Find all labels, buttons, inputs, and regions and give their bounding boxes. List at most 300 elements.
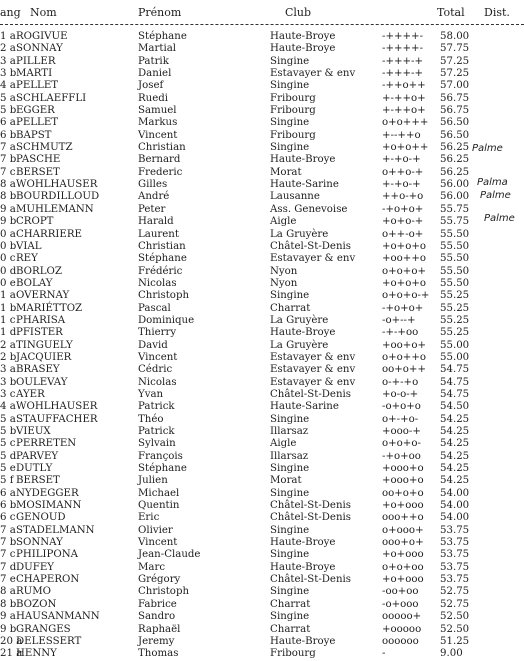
cell-prenom: Jeremy bbox=[138, 635, 175, 647]
table-header bbox=[0, 6, 524, 20]
cell-prenom: Pascal bbox=[138, 302, 171, 314]
cell-rank: 3 c bbox=[0, 388, 16, 400]
cell-prenom: Dominique bbox=[138, 314, 195, 326]
cell-rank: 2 a bbox=[0, 339, 16, 351]
cell-code: ooooo+ bbox=[382, 611, 422, 623]
cell-total: 9.00 bbox=[440, 648, 463, 660]
table-row bbox=[0, 191, 524, 203]
cell-nom: OULEVAY bbox=[16, 376, 68, 388]
cell-nom: BORLOZ bbox=[16, 265, 62, 277]
cell-total: 55.50 bbox=[440, 253, 470, 265]
cell-rank: 0 b bbox=[0, 240, 17, 252]
cell-total: 55.50 bbox=[440, 277, 470, 289]
cell-rank: 8 b bbox=[0, 598, 17, 610]
cell-code: ++o-+o bbox=[382, 191, 424, 203]
cell-code: oooooo bbox=[382, 635, 419, 647]
cell-prenom: Christoph bbox=[138, 290, 190, 302]
cell-club: Fribourg bbox=[270, 648, 316, 660]
cell-club: Estavayer & env bbox=[270, 364, 356, 376]
header-divider bbox=[0, 24, 524, 25]
cell-code: +o+o+o bbox=[382, 240, 427, 252]
cell-club: Haute-Broye bbox=[270, 31, 336, 42]
cell-total: 53.75 bbox=[440, 549, 470, 561]
table-row bbox=[0, 290, 524, 302]
cell-club: Illarsaz bbox=[270, 426, 309, 437]
cell-nom: OVERNAY bbox=[16, 290, 70, 302]
cell-code: - bbox=[382, 648, 386, 660]
cell-prenom: Ruedi bbox=[138, 92, 169, 104]
cell-nom: JACQUIER bbox=[16, 351, 72, 363]
cell-nom: HAUSANMANN bbox=[16, 611, 100, 623]
cell-code: o+-+o- bbox=[382, 413, 419, 425]
cell-code: -+++-+ bbox=[382, 55, 424, 67]
table-row bbox=[0, 611, 524, 623]
cell-rank: 3 b bbox=[0, 68, 17, 80]
cell-prenom: Markus bbox=[138, 117, 178, 129]
cell-code: -+++-+ bbox=[382, 68, 424, 80]
cell-rank: 6 a bbox=[0, 117, 16, 129]
cell-total: 53.75 bbox=[440, 574, 470, 586]
table-row bbox=[0, 512, 524, 524]
cell-rank: 0 e bbox=[0, 277, 16, 289]
cell-total: 56.50 bbox=[440, 117, 470, 129]
cell-nom: BERSET bbox=[16, 475, 60, 487]
cell-prenom: Fabrice bbox=[138, 598, 177, 610]
cell-code: +-++o+ bbox=[382, 105, 426, 117]
cell-total: 53.75 bbox=[440, 524, 470, 536]
cell-total: 56.00 bbox=[440, 179, 470, 191]
cell-total: 56.75 bbox=[440, 105, 470, 117]
cell-club: Singine bbox=[270, 487, 310, 499]
table-row bbox=[0, 389, 524, 401]
cell-code: +o+ooo bbox=[382, 549, 424, 561]
cell-total: 55.25 bbox=[440, 314, 470, 326]
cell-nom: PASCHE bbox=[16, 154, 61, 166]
cell-club: La Gruyère bbox=[270, 228, 329, 240]
cell-total: 52.50 bbox=[440, 623, 470, 635]
cell-nom: PARVEY bbox=[16, 450, 59, 462]
cell-nom: TINGUELY bbox=[16, 339, 73, 351]
cell-club: Singine bbox=[270, 290, 310, 302]
cell-total: 56.25 bbox=[440, 142, 470, 154]
cell-total: 54.25 bbox=[440, 475, 470, 487]
cell-prenom: Nicolas bbox=[138, 277, 177, 289]
cell-rank: 3 b bbox=[0, 376, 17, 388]
cell-rank: 4 a bbox=[0, 80, 16, 92]
cell-code: o+o+o+ bbox=[382, 265, 427, 277]
cell-prenom: Stéphane bbox=[138, 31, 187, 42]
cell-nom: BOURDILLOUD bbox=[16, 191, 100, 203]
cell-nom: CROPT bbox=[16, 216, 54, 228]
cell-nom: PELLET bbox=[16, 80, 59, 92]
cell-prenom: Cédric bbox=[138, 364, 173, 376]
cell-code: +ooo+o bbox=[382, 463, 424, 475]
cell-prenom: Frederic bbox=[138, 166, 183, 178]
cell-nom: PFISTER bbox=[16, 327, 63, 339]
table-row bbox=[0, 327, 524, 339]
cell-prenom: David bbox=[138, 339, 168, 351]
cell-total: 55.50 bbox=[440, 265, 470, 277]
cell-nom: SONNAY bbox=[16, 43, 63, 55]
cell-prenom: François bbox=[138, 450, 183, 462]
cell-total: 55.25 bbox=[440, 327, 470, 339]
cell-club: Singine bbox=[270, 611, 310, 623]
cell-rank: 7 c bbox=[0, 549, 16, 561]
cell-nom: WOHLHAUSER bbox=[16, 179, 98, 191]
cell-total: 56.00 bbox=[440, 191, 470, 203]
cell-club: Estavayer & env bbox=[270, 253, 356, 265]
cell-club: Estavayer & env bbox=[270, 351, 356, 363]
cell-rank: 5 a bbox=[0, 413, 16, 425]
cell-prenom: Olivier bbox=[138, 524, 173, 536]
table-row bbox=[0, 414, 524, 426]
cell-nom: MARTI bbox=[16, 68, 53, 80]
cell-club: Aigle bbox=[270, 216, 297, 228]
cell-code: oo+o++ bbox=[382, 364, 427, 376]
table-row bbox=[0, 43, 524, 55]
cell-prenom: Raphaël bbox=[138, 623, 181, 635]
cell-code: +-+o-+ bbox=[382, 179, 421, 191]
table-row bbox=[0, 179, 524, 191]
cell-nom: HENNY bbox=[16, 648, 57, 660]
cell-nom: GRANGES bbox=[16, 623, 71, 635]
cell-code: ooo+o+ bbox=[382, 537, 424, 549]
cell-nom: NYDEGGER bbox=[16, 487, 79, 499]
cell-club: Fribourg bbox=[270, 105, 316, 117]
cell-rank: 1 c bbox=[0, 314, 16, 326]
cell-code: -o+ooo bbox=[382, 598, 419, 610]
cell-total: 55.25 bbox=[440, 302, 470, 314]
cell-nom: MOSIMANN bbox=[16, 500, 82, 512]
cell-rank: 7 c bbox=[0, 166, 16, 178]
cell-total: 51.25 bbox=[440, 635, 470, 647]
table-row bbox=[0, 488, 524, 500]
cell-rank: 3 a bbox=[0, 55, 16, 67]
cell-rank: 5 c bbox=[0, 438, 16, 450]
cell-club: Morat bbox=[270, 475, 302, 487]
table-row bbox=[0, 229, 524, 241]
cell-code: -+o+o+ bbox=[382, 203, 424, 215]
table-row bbox=[0, 475, 524, 487]
cell-rank: 1 d bbox=[0, 327, 17, 339]
cell-nom: DELESSERT bbox=[16, 635, 82, 647]
cell-rank: 1 a bbox=[0, 290, 16, 302]
cell-nom: BERSET bbox=[16, 166, 60, 178]
table-row bbox=[0, 364, 524, 376]
cell-prenom: Théo bbox=[138, 413, 164, 425]
cell-nom: CHARRIERE bbox=[16, 228, 82, 240]
cell-club: Singine bbox=[270, 55, 310, 67]
cell-rank: 8 a bbox=[0, 586, 16, 598]
cell-club: Fribourg bbox=[270, 129, 316, 141]
cell-nom: VIEUX bbox=[16, 426, 51, 437]
table-row bbox=[0, 241, 524, 253]
cell-total: 54.00 bbox=[440, 512, 470, 524]
table-row bbox=[0, 426, 524, 438]
header-dist: Dist. bbox=[484, 6, 510, 19]
cell-code: -oo+oo bbox=[382, 586, 419, 598]
cell-nom: BRASEY bbox=[16, 364, 60, 376]
cell-code: +o-o-+ bbox=[382, 388, 419, 400]
cell-club: Singine bbox=[270, 586, 310, 598]
cell-rank: 1 a bbox=[0, 31, 16, 42]
cell-rank: 3 a bbox=[0, 364, 16, 376]
cell-nom: DUFEY bbox=[16, 561, 54, 573]
cell-rank: 7 e bbox=[0, 574, 16, 586]
cell-rank: 2 a bbox=[0, 43, 16, 55]
cell-code: oo+o+o bbox=[382, 487, 424, 499]
cell-prenom: Vincent bbox=[138, 351, 178, 363]
cell-club: Châtel-St-Denis bbox=[270, 240, 352, 252]
table-row bbox=[0, 463, 524, 475]
cell-total: 54.25 bbox=[440, 426, 470, 437]
cell-nom: PHARISA bbox=[16, 314, 66, 326]
cell-code: o+ooo+ bbox=[382, 524, 424, 536]
cell-prenom: Bernard bbox=[138, 154, 181, 166]
cell-club: Charrat bbox=[270, 623, 311, 635]
cell-nom: SCHLAEFFLI bbox=[16, 92, 87, 104]
cell-nom: PHILIPONA bbox=[16, 549, 79, 561]
cell-club: La Gruyère bbox=[270, 339, 329, 351]
table-row bbox=[0, 253, 524, 265]
cell-prenom: Harald bbox=[138, 216, 174, 228]
cell-total: 57.25 bbox=[440, 55, 470, 67]
cell-total: 54.25 bbox=[440, 413, 470, 425]
cell-club: Haute-Sarine bbox=[270, 179, 339, 191]
cell-club: Haute-Broye bbox=[270, 43, 336, 55]
cell-total: 54.25 bbox=[440, 450, 470, 462]
cell-total: 52.75 bbox=[440, 586, 470, 598]
cell-rank: 5 a bbox=[0, 92, 16, 104]
cell-prenom: Patrick bbox=[138, 401, 175, 413]
cell-club: Morat bbox=[270, 166, 302, 178]
table-row bbox=[0, 315, 524, 327]
table-row bbox=[0, 167, 524, 179]
cell-club: Ass. Genevoise bbox=[270, 203, 348, 215]
cell-nom: BAPST bbox=[16, 129, 52, 141]
cell-code: o+o+o- bbox=[382, 438, 421, 450]
cell-prenom: Vincent bbox=[138, 537, 178, 549]
cell-code: -o+--+ bbox=[382, 314, 416, 326]
cell-code: +o+ooo bbox=[382, 574, 424, 586]
cell-code: +o+o+o bbox=[382, 277, 427, 289]
cell-prenom: Yvan bbox=[138, 388, 164, 400]
cell-rank: 0 c bbox=[0, 253, 16, 265]
cell-nom: STAUFFACHER bbox=[16, 413, 98, 425]
table-row bbox=[0, 401, 524, 413]
cell-nom: STADELMANN bbox=[16, 524, 95, 536]
cell-club: Singine bbox=[270, 413, 310, 425]
cell-prenom: Laurent bbox=[138, 228, 179, 240]
cell-club: Aigle bbox=[270, 438, 297, 450]
table-row bbox=[0, 216, 524, 228]
cell-total: 54.75 bbox=[440, 376, 470, 388]
cell-prenom: Nicolas bbox=[138, 376, 177, 388]
cell-code: -+o+o+ bbox=[382, 302, 424, 314]
header-nom: Nom bbox=[30, 6, 57, 19]
cell-rank: 2 b bbox=[0, 351, 17, 363]
cell-rank: 5 f bbox=[0, 475, 14, 487]
cell-rank: 7 d bbox=[0, 561, 17, 573]
cell-rank: 7 b bbox=[0, 537, 17, 549]
cell-total: 58.00 bbox=[440, 31, 470, 42]
cell-code: +ooooo bbox=[382, 623, 422, 635]
cell-nom: SONNAY bbox=[16, 537, 63, 549]
cell-prenom: Patrik bbox=[138, 55, 169, 67]
cell-prenom: André bbox=[138, 191, 170, 203]
cell-rank: 9 a bbox=[0, 611, 16, 623]
table-row bbox=[0, 525, 524, 537]
handwritten-note: Palme bbox=[480, 190, 511, 201]
cell-code: o+o++o bbox=[382, 351, 427, 363]
cell-club: Charrat bbox=[270, 302, 311, 314]
table-row bbox=[0, 68, 524, 80]
cell-prenom: Christian bbox=[138, 240, 186, 252]
cell-rank: 9 a bbox=[0, 203, 16, 215]
table-row bbox=[0, 599, 524, 611]
cell-prenom: Frédéric bbox=[138, 265, 183, 277]
cell-club: Singine bbox=[270, 80, 310, 92]
cell-club: Châtel-St-Denis bbox=[270, 388, 352, 400]
cell-rank: 6 c bbox=[0, 512, 16, 524]
cell-total: 52.50 bbox=[440, 611, 470, 623]
header-club: Club bbox=[285, 6, 312, 19]
table-row bbox=[0, 31, 524, 43]
cell-code: -+o+oo bbox=[382, 450, 421, 462]
cell-club: Singine bbox=[270, 524, 310, 536]
cell-club: Lausanne bbox=[270, 191, 320, 203]
cell-nom: REY bbox=[16, 253, 38, 265]
cell-nom: PELLET bbox=[16, 117, 59, 129]
cell-rank: 0 d bbox=[0, 265, 17, 277]
cell-nom: MUHLEMANN bbox=[16, 203, 94, 215]
cell-code: o++-o+ bbox=[382, 228, 424, 240]
cell-prenom: Christian bbox=[138, 142, 186, 154]
header-total: Total bbox=[437, 6, 465, 19]
header-prenom: Prénom bbox=[138, 6, 182, 19]
cell-total: 55.25 bbox=[440, 290, 470, 302]
cell-nom: WOHLHAUSER bbox=[16, 401, 98, 413]
cell-club: Estavayer & env bbox=[270, 376, 356, 388]
cell-rank: 7 b bbox=[0, 154, 17, 166]
cell-total: 54.75 bbox=[440, 364, 470, 376]
table-row bbox=[0, 574, 524, 586]
cell-prenom: Eric bbox=[138, 512, 160, 524]
cell-code: +o+o++ bbox=[382, 142, 429, 154]
cell-rank: 6 a bbox=[0, 487, 16, 499]
cell-nom: CHAPERON bbox=[16, 574, 80, 586]
table-row bbox=[0, 352, 524, 364]
table-row bbox=[0, 451, 524, 463]
cell-code: +ooo+o bbox=[382, 475, 424, 487]
handwritten-note: Palma bbox=[477, 177, 508, 188]
cell-nom: RUMO bbox=[16, 586, 52, 598]
cell-nom: ROGIVUE bbox=[16, 31, 68, 42]
cell-prenom: Thierry bbox=[138, 327, 177, 339]
cell-total: 54.25 bbox=[440, 438, 470, 450]
table-row bbox=[0, 624, 524, 636]
cell-nom: AYER bbox=[16, 388, 45, 400]
cell-code: +o+ooo bbox=[382, 500, 424, 512]
cell-nom: PERRETEN bbox=[16, 438, 77, 450]
cell-club: Haute-Broye bbox=[270, 154, 336, 166]
cell-total: 55.50 bbox=[440, 228, 470, 240]
cell-prenom: Stéphane bbox=[138, 463, 187, 475]
cell-total: 55.75 bbox=[440, 203, 470, 215]
cell-prenom: Julien bbox=[138, 475, 168, 487]
table-row bbox=[0, 105, 524, 117]
cell-total: 55.50 bbox=[440, 240, 470, 252]
cell-club: Illarsaz bbox=[270, 450, 309, 462]
cell-nom: BOLAY bbox=[16, 277, 53, 289]
cell-prenom: Christoph bbox=[138, 586, 190, 598]
cell-club: Singine bbox=[270, 117, 310, 129]
cell-total: 55.00 bbox=[440, 351, 470, 363]
table-row bbox=[0, 93, 524, 105]
cell-rank: 6 b bbox=[0, 129, 17, 141]
cell-club: Fribourg bbox=[270, 92, 316, 104]
cell-rank: 21 a bbox=[0, 648, 23, 660]
cell-rank: 5 b bbox=[0, 105, 17, 117]
cell-nom: PILLER bbox=[16, 55, 56, 67]
table-row bbox=[0, 562, 524, 574]
cell-rank: 20 a bbox=[0, 635, 23, 647]
cell-prenom: Thomas bbox=[138, 648, 179, 660]
cell-rank: 4 a bbox=[0, 401, 16, 413]
table-row bbox=[0, 80, 524, 92]
cell-total: 54.75 bbox=[440, 388, 470, 400]
table-row bbox=[0, 648, 524, 660]
cell-rank: 8 a bbox=[0, 179, 16, 191]
cell-code: -o+o+o bbox=[382, 401, 421, 413]
cell-nom: SCHMUTZ bbox=[16, 142, 73, 154]
cell-rank: 6 b bbox=[0, 500, 17, 512]
cell-club: Estavayer & env bbox=[270, 68, 356, 80]
cell-club: Charrat bbox=[270, 598, 311, 610]
cell-prenom: Quentin bbox=[138, 500, 180, 512]
cell-total: 54.00 bbox=[440, 500, 470, 512]
cell-code: -++++- bbox=[382, 31, 424, 42]
cell-code: -++o++ bbox=[382, 80, 426, 92]
cell-prenom: Sylvain bbox=[138, 438, 176, 450]
cell-club: Singine bbox=[270, 549, 310, 561]
cell-code: o+o+o-+ bbox=[382, 290, 430, 302]
cell-total: 56.25 bbox=[440, 166, 470, 178]
cell-rank: 9 b bbox=[0, 623, 17, 635]
cell-rank: 7 a bbox=[0, 142, 16, 154]
cell-total: 53.75 bbox=[440, 537, 470, 549]
cell-code: +-++o+ bbox=[382, 92, 426, 104]
cell-prenom: Patrick bbox=[138, 426, 175, 437]
table-row bbox=[0, 537, 524, 549]
table-row bbox=[0, 266, 524, 278]
cell-prenom: Peter bbox=[138, 203, 166, 215]
cell-club: Haute-Broye bbox=[270, 327, 336, 339]
cell-nom: MARIÉTTOZ bbox=[16, 302, 83, 314]
cell-club: Nyon bbox=[270, 265, 298, 277]
cell-club: La Gruyère bbox=[270, 314, 329, 326]
cell-prenom: Gilles bbox=[138, 179, 168, 191]
table-row bbox=[0, 130, 524, 142]
cell-total: 57.75 bbox=[440, 43, 470, 55]
cell-total: 53.75 bbox=[440, 561, 470, 573]
table-row bbox=[0, 377, 524, 389]
cell-rank: 9 b bbox=[0, 216, 17, 228]
cell-total: 57.25 bbox=[440, 68, 470, 80]
cell-total: 56.75 bbox=[440, 92, 470, 104]
table-row bbox=[0, 549, 524, 561]
cell-nom: BOZON bbox=[16, 598, 57, 610]
